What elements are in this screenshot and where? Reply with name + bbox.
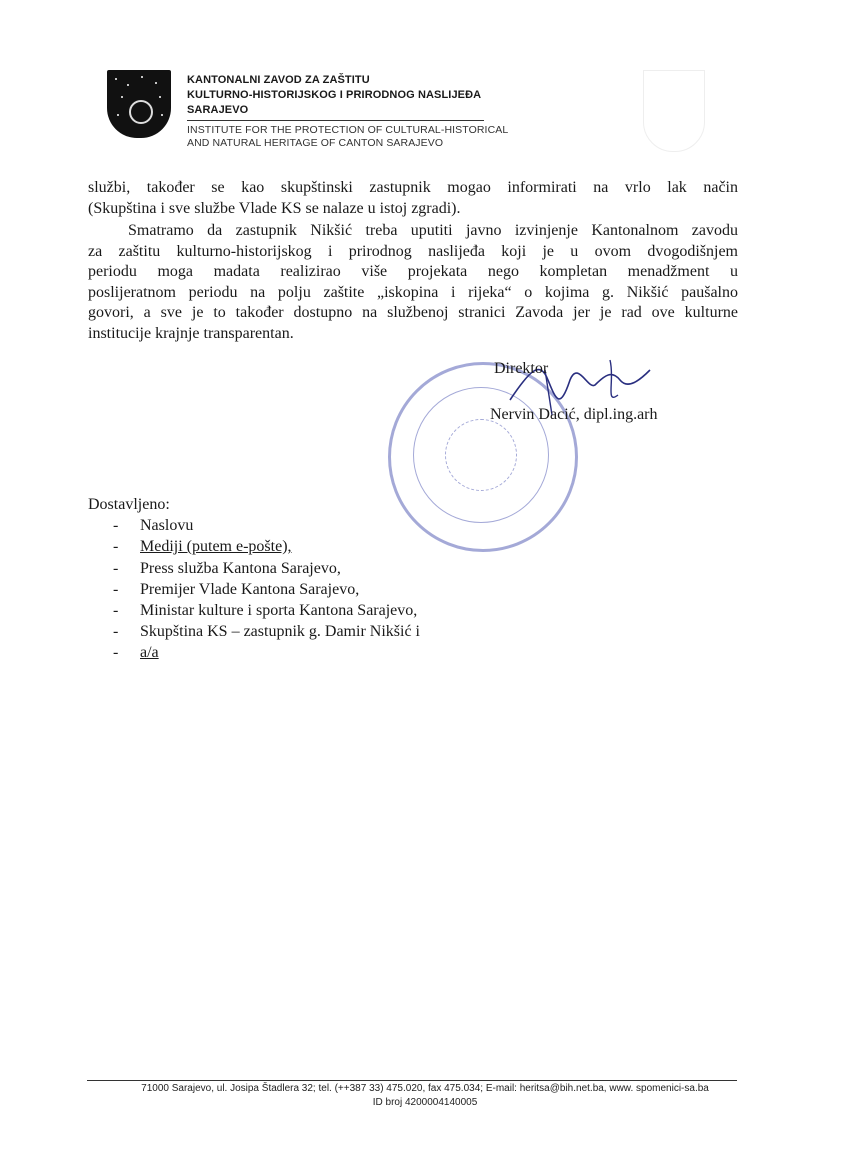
list-item xyxy=(88,642,420,663)
distribution-list xyxy=(88,494,420,664)
paragraph-2 xyxy=(88,221,738,344)
org-name-line1: KANTONALNI ZAVOD ZA ZAŠTITU xyxy=(187,74,370,86)
list-item xyxy=(88,558,420,579)
faded-watermark-emblem xyxy=(643,70,705,152)
signatory-name: Nervin Dacić, dipl.ing.arh xyxy=(490,406,658,423)
footer-id-number: ID broj 4200004140005 xyxy=(372,1097,478,1108)
paragraph-1 xyxy=(88,178,738,219)
list-item-text: a/a xyxy=(140,644,159,662)
paragraph-2-line: periodu moga madata realizirao više projekata nego kompletan menadžment u xyxy=(88,263,738,280)
paragraph-2-line: govori, a sve je to također dostupno na službenoj stranici Zavoda jer je rad ove kulturne xyxy=(88,304,738,321)
footer-contact: 71000 Sarajevo, ul. Josipa Štadlera 32; tel. (++387 33) 475.020, fax 475.034; E-mail: heritsa@bih.net.ba, www. spomenici-sa.ba xyxy=(141,1083,709,1094)
institute-logo xyxy=(107,70,171,138)
org-city: SARAJEVO xyxy=(187,104,249,116)
list-item xyxy=(88,536,420,557)
paragraph-2-line: Smatramo da zastupnik Nikšić treba uputiti javno izvinjenje Kantonalnom zavodu xyxy=(128,222,738,239)
list-item-text: Press služba Kantona Sarajevo, xyxy=(140,559,341,577)
signatory-title: Direktor xyxy=(494,360,549,377)
footer-divider xyxy=(87,1080,737,1081)
paragraph-1-line: (Skupština i sve službe Vlade KS se nalaze u istoj zgradi). xyxy=(88,199,461,217)
header-divider xyxy=(187,120,484,121)
list-item-text: Ministar kulture i sporta Kantona Sarajevo, xyxy=(140,602,418,620)
paragraph-2-line: poslijeratnom periodu na polju zaštite „iskopina i rijeka“ o kojima g. Nikšić paušalno xyxy=(88,283,738,301)
paragraph-2-line: institucije krajnje transparentan. xyxy=(88,324,294,342)
org-name-en-line1: INSTITUTE FOR THE PROTECTION OF CULTURAL-HISTORICAL xyxy=(187,124,509,136)
list-item xyxy=(88,515,420,536)
org-name-line2: KULTURNO-HISTORIJSKOG I PRIRODNOG NASLIJEĐA xyxy=(187,89,482,101)
org-name-en-line2: AND NATURAL HERITAGE OF CANTON SARAJEVO xyxy=(187,137,444,149)
list-item-text: Premijer Vlade Kantona Sarajevo, xyxy=(140,580,360,598)
list-item-text: Skupština KS – zastupnik g. Damir Nikšić i xyxy=(140,623,420,641)
list-item-text: Mediji (putem e-pošte), xyxy=(140,538,292,556)
list-item-text: Naslovu xyxy=(140,517,194,535)
paragraph-1-line: službi, također se kao skupštinski zastupnik mogao informirati na vrlo lak način xyxy=(88,179,738,196)
list-item xyxy=(88,579,420,600)
list-item xyxy=(88,621,420,642)
paragraph-2-line: za zaštitu kulturno-historijskog i prirodnog naslijeđa koji je u ovom dvogodišnjem xyxy=(88,242,738,260)
distribution-heading: Dostavljeno: xyxy=(88,496,170,513)
list-item xyxy=(88,600,420,621)
